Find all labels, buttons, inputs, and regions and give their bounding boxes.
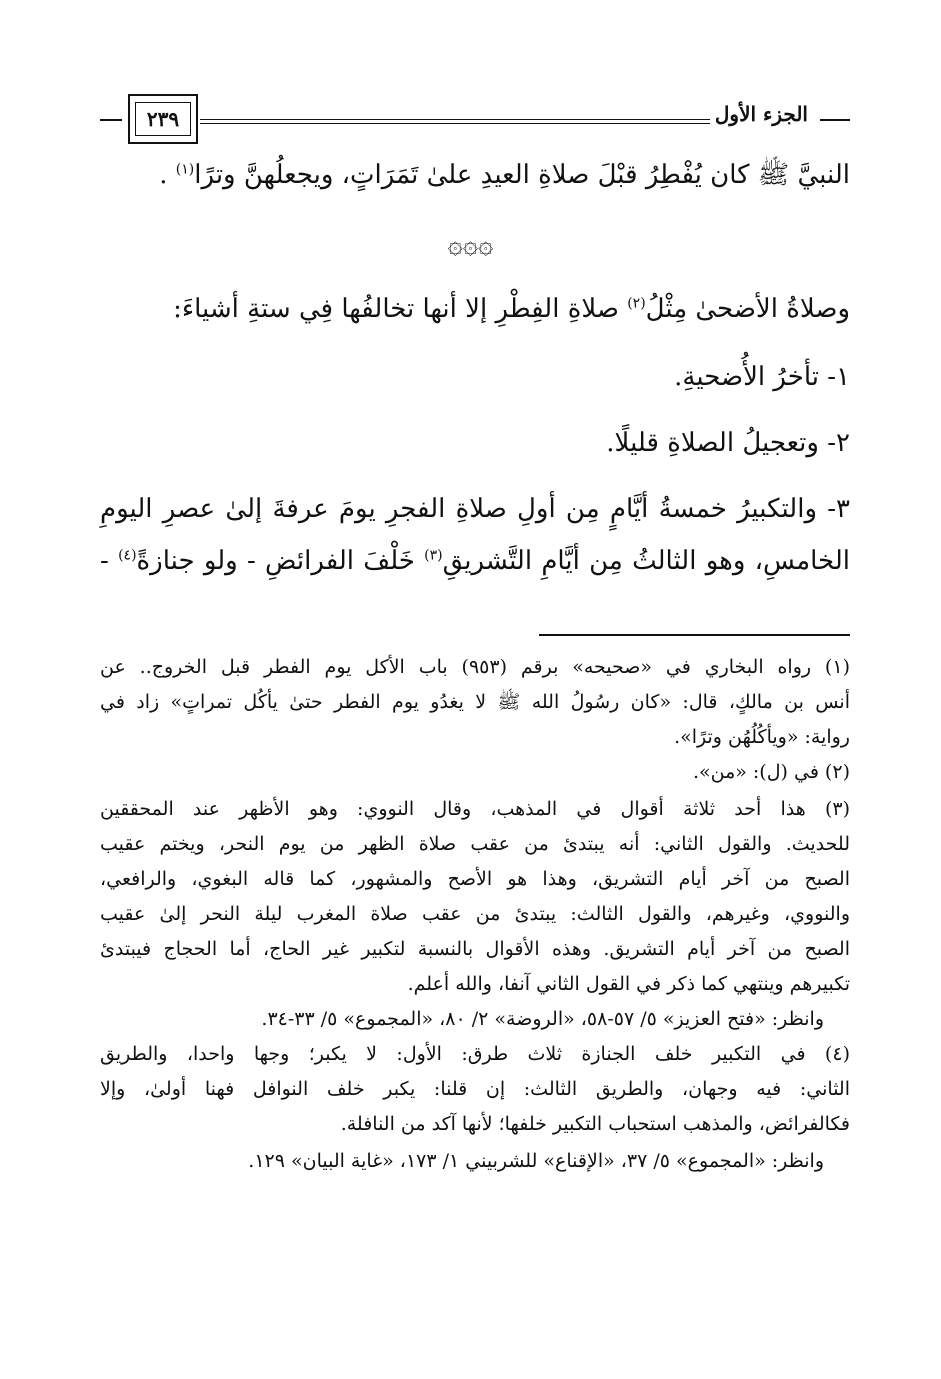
footnote-1-line-3: رواية: «ويأكُلُهُن وترًا».	[674, 726, 850, 748]
footnote-3-line-6: تكبيرهم وينتهي كما ذكر في القول الثاني آنفا، والله أعلم.	[407, 973, 850, 995]
footnote-2: (٢) في (ل): «من».	[692, 761, 850, 783]
footnote-3-line-2: للحديث. والقول الثاني: أنه يبتدئ من عقب صلاة الظهر من يوم النحر، ويختم عقيب	[100, 833, 850, 855]
list-item-1: ١- تأخرُ الأُضحيةِ.	[674, 362, 850, 392]
header-rule-right	[820, 119, 850, 121]
footnote-3-line-4: والنووي، وغيرهم، والقول الثالث: يبتدئ من عقب صلاة المغرب ليلة النحر إلىٰ عقيب	[100, 903, 850, 925]
footnote-ref-2: (٢)	[627, 295, 646, 312]
footnote-4-line-1: (٤) في التكبير خلف الجنازة ثلاث طرق: الأول: لا يكبر؛ وجها واحدا، والطريق	[100, 1043, 850, 1065]
list-item-3-line-2-b: خَلْفَ الفرائضِ - ولو جنازةً	[136, 546, 425, 576]
section-ornament: ۞۞۞	[447, 230, 494, 260]
footnote-1-line-2: أنس بن مالكٍ، قال: «كان رسُولُ الله ﷺ لا يغدُو يوم الفطر حتىٰ يأكُل تمراتٍ» زاد في	[100, 691, 850, 713]
list-item-3-line-2	[100, 546, 850, 577]
body-line-1-text: النبيَّ ﷺ كان يُفْطِرُ قبْلَ صلاةِ العيدِ علىٰ تَمَرَاتٍ، ويجعلُهنَّ وترًا	[194, 160, 850, 190]
footnote-separator	[539, 634, 850, 636]
volume-title: الجزء الأول	[714, 102, 808, 126]
list-item-3-line-1: ٣- والتكبيرُ خمسةُ أيَّامٍ مِن أولِ صلاةِ الفجرِ يومَ عرفةَ إلىٰ عصرِ اليومِ	[100, 494, 850, 524]
footnote-1-line-1: (١) رواه البخاري في «صحيحه» برقم (٩٥٣) باب الأكل يوم الفطر قبل الخروج.. عن	[100, 656, 850, 678]
body-line-2	[100, 294, 850, 325]
footnote-4-reference: وانظر: «المجموع» ٥/ ٣٧، «الإقناع» للشربيني ١/ ١٧٣، «غاية البيان» ١٢٩.	[248, 1150, 824, 1172]
body-line-2-b: صلاةِ الفِطْرِ إلا أنها تخالفُها فِي ستةِ أشياءَ:	[173, 294, 628, 324]
footnote-3-line-1: (٣) هذا أحد ثلاثة أقوال في المذهب، وقال النووي: وهو الأظهر عند المحققين	[100, 798, 850, 820]
body-line-2-a: وصلاةُ الأضحىٰ مِثْلُ	[645, 294, 850, 324]
footnote-ref-3: (٣)	[424, 547, 443, 564]
list-item-3-line-2-a: الخامسِ، وهو الثالثُ مِن أيَّامِ التَّشريقِ	[442, 546, 850, 576]
list-item-2: ٢- وتعجيلُ الصلاةِ قليلًا.	[606, 428, 850, 458]
footnote-3-line-3: الصبح من آخر أيام التشريق، وهذا هو الأصح والمشهور، كما قاله البغوي، والرافعي،	[100, 868, 850, 890]
page-number-box	[128, 94, 198, 144]
body-line-1-end: .	[159, 160, 168, 190]
footnote-ref-4: (٤)	[118, 547, 137, 564]
list-item-3-line-2-c: -	[100, 546, 119, 576]
body-line-1	[100, 160, 850, 191]
footnote-ref-1: (١)	[175, 161, 195, 178]
page-number: ٢٣٩	[135, 102, 191, 136]
footnote-4-line-2: الثاني: فيه وجهان، والطريق الثالث: إن قلنا: يكبر خلف النوافل فهنا أولىٰ، وإلا	[100, 1078, 850, 1100]
page-header	[100, 92, 850, 152]
header-rule	[200, 119, 710, 124]
footnote-4-line-3: فكالفرائض، والمذهب استحباب التكبير خلفها؛ لأنها آكد من النافلة.	[340, 1113, 850, 1135]
footnote-3-line-5: الصبح من آخر أيام التشريق. وهذه الأقوال بالنسبة لتكبير غير الحاج، أما الحجاج فيبتدئ	[100, 938, 850, 960]
header-rule-left	[100, 119, 122, 121]
footnote-3-reference: وانظر: «فتح العزيز» ٥/ ٥٧-٥٨، «الروضة» ٢/ ٨٠، «المجموع» ٥/ ٣٣-٣٤.	[261, 1008, 824, 1030]
